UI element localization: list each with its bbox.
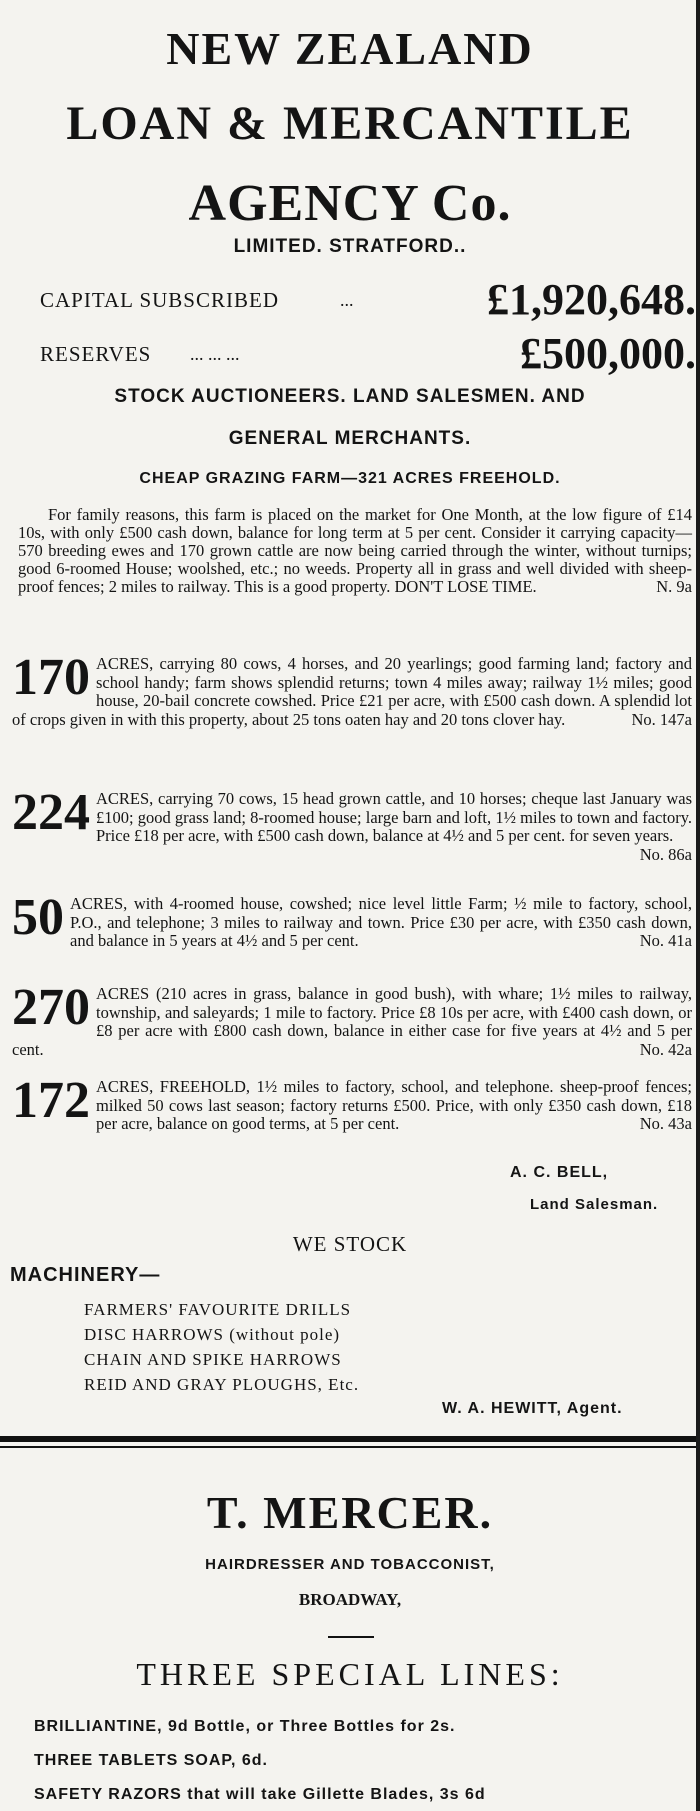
reserves-dots: ... ... ...	[190, 344, 240, 364]
intro-paragraph	[18, 506, 692, 596]
special-line-item: THREE TABLETS SOAP, 6d.	[34, 1752, 268, 1769]
we-stock-heading: WE STOCK	[292, 1232, 408, 1256]
capital-value: £1,920,648.	[487, 275, 696, 324]
lot-acres: 172	[12, 1072, 90, 1129]
section-divider-thick	[0, 1436, 700, 1442]
page-edge-shadow	[696, 0, 700, 1811]
lot-ref: No. 43a	[639, 1114, 692, 1133]
capital-row	[40, 274, 700, 330]
agency-title-line2: LOAN & MERCANTILE	[66, 97, 634, 150]
mercer-title: T. MERCER.	[206, 1487, 494, 1538]
lot-listing	[12, 979, 692, 1059]
capital-dots: ...	[340, 290, 354, 310]
lot-ref: No. 41a	[639, 931, 692, 950]
lot-acres: 50	[12, 889, 64, 946]
lot-listing	[12, 784, 692, 864]
intro-ref: N. 9a	[656, 577, 692, 596]
lot-ref: No. 42a	[639, 1039, 692, 1059]
lot-listing	[12, 649, 692, 729]
short-rule	[328, 1636, 374, 1638]
farm-heading: CHEAP GRAZING FARM—321 ACRES FREEHOLD.	[139, 470, 561, 487]
lot-ref: No. 86a	[639, 844, 692, 864]
capital-label: CAPITAL SUBSCRIBED	[40, 288, 279, 312]
section-divider-thin	[0, 1446, 700, 1448]
machinery-category: MACHINERY—	[10, 1264, 161, 1286]
agency-title-line3: AGENCY Co.	[188, 175, 512, 232]
reserves-value: £500,000.	[520, 329, 696, 378]
agency-title-line1: NEW ZEALAND	[166, 23, 534, 74]
lot-listing	[12, 1072, 692, 1134]
services-line2: GENERAL MERCHANTS.	[228, 428, 472, 449]
special-line-item: SAFETY RAZORS that will take Gillette Blades, 3s 6d	[34, 1786, 486, 1803]
lot-listing	[12, 889, 692, 951]
lot-acres: 170	[12, 649, 90, 706]
special-lines-heading: THREE SPECIAL LINES:	[136, 1656, 564, 1692]
lot-text: ACRES, carrying 80 cows, 4 horses, and 20 yearlings; good farming land; factory and school handy; farm shows splendid returns; town 4 miles away; railway 1½ miles; good house, 20-bail concrete cowshed. Price £21 per acre, with £500 cash down. A splendid lot of crops given in with this property, about 25 tons oaten hay and 20 tons clover hay.	[12, 654, 692, 729]
services-line1: STOCK AUCTIONEERS. LAND SALESMEN. AND	[114, 386, 586, 407]
mercer-location: BROADWAY,	[298, 1590, 402, 1609]
agent-signature: W. A. HEWITT, Agent.	[442, 1400, 623, 1417]
lot-text: ACRES, with 4-roomed house, cowshed; nice level little Farm; ½ mile to factory, school, P.O., and telephone; 3 miles to railway and town. Price £30 per acre, with £350 cash down, and balance in 5 years at 4½ and 5 per cent.	[70, 894, 692, 950]
special-line-item: BRILLIANTINE, 9d Bottle, or Three Bottles for 2s.	[34, 1718, 456, 1735]
agency-limited-line: LIMITED. STRATFORD..	[233, 236, 467, 257]
reserves-label: RESERVES	[40, 342, 152, 366]
lot-text: ACRES, FREEHOLD, 1½ miles to factory, school, and telephone. sheep-proof fences; milked 50 cows last season; factory returns £500. Price, with only £350 cash down, £18 per acre, balance on good terms, at 5 per cent.	[96, 1077, 692, 1133]
salesman-name: A. C. BELL,	[510, 1164, 609, 1181]
lot-text: ACRES (210 acres in grass, balance in good bush), with whare; 1½ miles to railway, township, and saleyards; 1 mile to factory. Price £8 10s per acre, with £400 cash down, or £8 per acre with £800 cash down, balance in either case for five years at 4½ and 5 per cent.	[12, 984, 692, 1059]
lot-text: ACRES, carrying 70 cows, 15 head grown cattle, and 10 horses; cheque last January was £100; good grass land; 8-roomed house; large barn and loft, 1½ miles to town and factory. Price £18 per acre, with £500 cash down, balance at 4½ and 5 per cent. for seven years.	[96, 789, 692, 845]
lot-ref: No. 147a	[631, 709, 692, 729]
mercer-trade: HAIRDRESSER AND TOBACCONIST,	[205, 1556, 495, 1573]
intro-text: For family reasons, this farm is placed on the market for One Month, at the low figure of £14 10s, with only £500 cash down, balance for long term at 5 per cent. Consider it carrying capacity—570 breeding ewes and 170 grown cattle are now being carried through the winter, without turnips; good 6-roomed House; woolshed, etc.; no weeds. Property all in grass and well divided with sheep-proof fences; 2 miles to railway. This is a good property. DON'T LOSE TIME.	[18, 505, 692, 596]
machinery-item: FARMERS' FAVOURITE DRILLS	[84, 1300, 352, 1319]
reserves-row	[40, 328, 700, 384]
lot-acres: 270	[12, 979, 90, 1036]
salesman-role: Land Salesman.	[530, 1196, 659, 1213]
machinery-item: CHAIN AND SPIKE HARROWS	[84, 1350, 342, 1369]
machinery-item: DISC HARROWS (without pole)	[84, 1325, 341, 1344]
machinery-item: REID AND GRAY PLOUGHS, Etc.	[84, 1375, 360, 1394]
lot-acres: 224	[12, 784, 90, 841]
